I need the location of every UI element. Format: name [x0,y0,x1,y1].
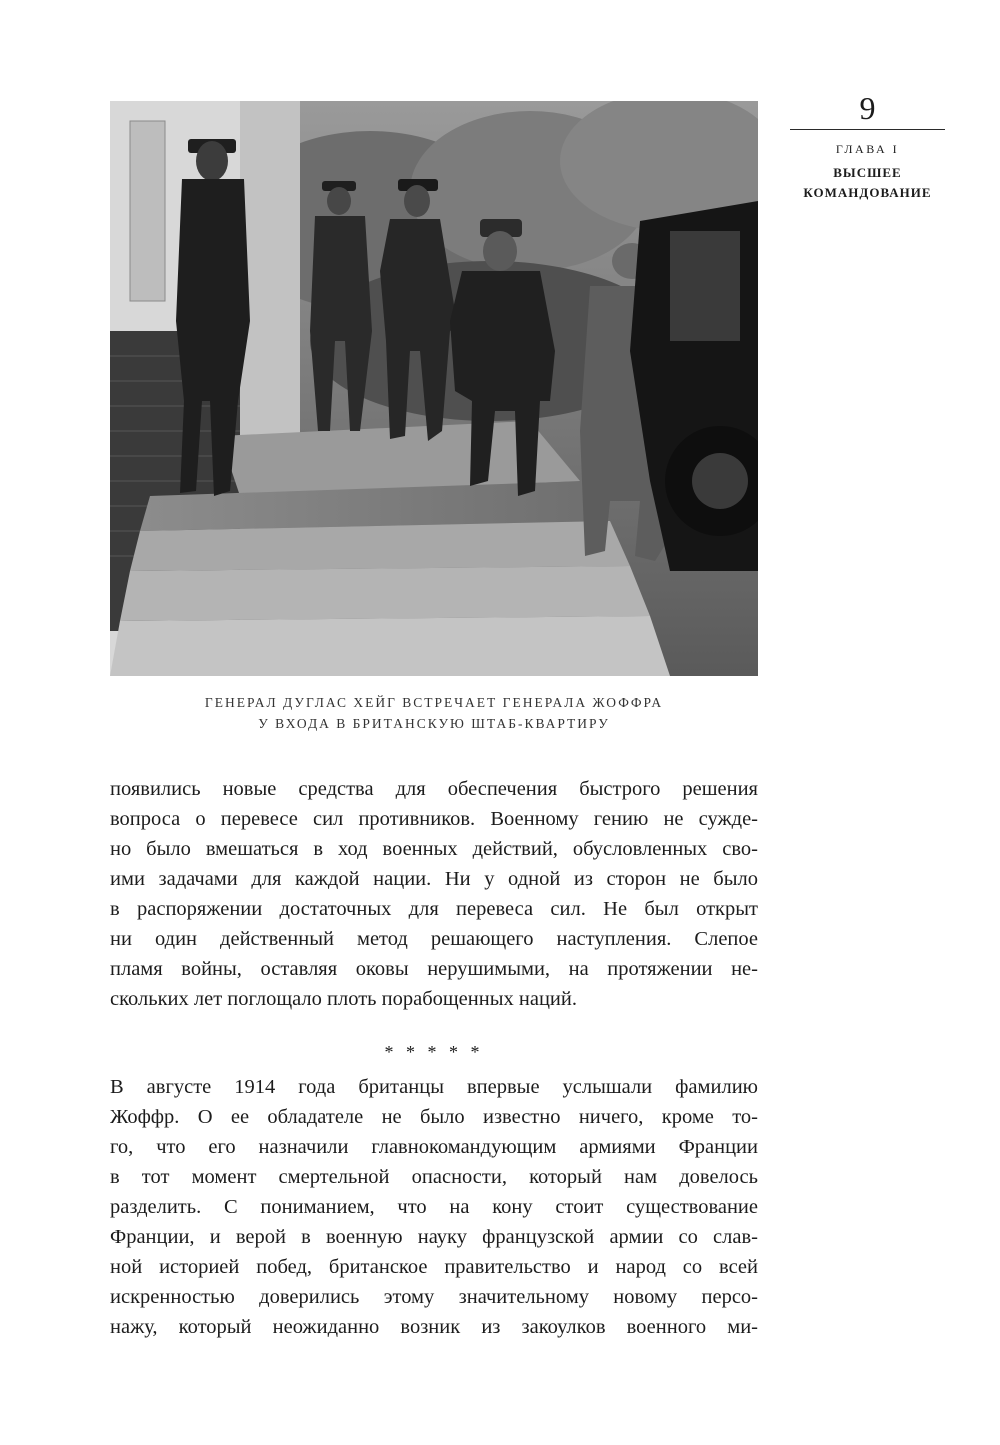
paragraph-2-line: го, что его назначили главнокомандующим армиями Франции [110,1136,758,1158]
paragraph-1-line: вопроса о перевесе сил противников. Военному гению не сужде- [110,808,758,830]
historical-photo [110,101,758,676]
photo-caption [110,692,758,734]
step-4 [110,616,670,676]
paragraph-2-line: ной историей побед, британское правительство и народ со всей [110,1256,758,1278]
paragraph-1-line: появились новые средства для обеспечения быстрого решения [110,778,758,800]
chapter-title-line-2: КОМАНДОВАНИЕ [803,185,932,200]
paragraph-1-line: но было вмешаться в ход военных действий, обусловленных сво- [110,838,758,860]
paragraph-1-line: скольких лет поглощало плоть порабощенных наций. [110,988,577,1010]
paragraph-2-line: нажу, который неожиданно возник из закоулков военного ми- [110,1316,758,1338]
paragraph-2-line: В августе 1914 года британцы впервые услышали фамилию [110,1076,758,1098]
paragraph-1-line: ими задачами для каждой нации. Ни у одной из сторон не было [110,868,758,890]
chapter-title-line-1: ВЫСШЕЕ [833,165,902,180]
caption-line-1: ГЕНЕРАЛ ДУГЛАС ХЕЙГ ВСТРЕЧАЕТ ГЕНЕРАЛА ЖОФФРА [204,695,664,710]
chapter-title [785,163,950,203]
paragraph-2-line: Франции, и верой в военную науку французской армии со слав- [110,1226,758,1248]
section-separator: * * * * * [384,1042,484,1062]
photo-illustration [110,101,758,676]
step-3 [120,566,650,621]
paragraph-2-line: Жоффр. О ее обладателе не было известно ничего, кроме то- [110,1106,758,1128]
paragraph-2 [110,1072,758,1342]
chapter-label: ГЛАВА I [835,142,900,156]
paragraph-1-line: ни один действенный метод решающего наступления. Слепое [110,928,758,950]
page-number: 9 [859,90,876,126]
caption-line-2: У ВХОДА В БРИТАНСКУЮ ШТАБ-КВАРТИРУ [258,716,610,731]
margin-rule [790,129,945,130]
paragraph-2-line: искренностью доверились этому значительному новому персо- [110,1286,758,1308]
paragraph-2-line: разделить. С пониманием, что на кону стоит существование [110,1196,758,1218]
paragraph-1-line: в распоряжении достаточных для перевеса сил. Не был открыт [110,898,758,920]
paragraph-2-line: в тот момент смертельной опасности, который нам довелось [110,1166,758,1188]
paragraph-1-line: пламя войны, оставляя оковы нерушимыми, на протяжении не- [110,958,758,980]
paragraph-1 [110,774,758,1014]
